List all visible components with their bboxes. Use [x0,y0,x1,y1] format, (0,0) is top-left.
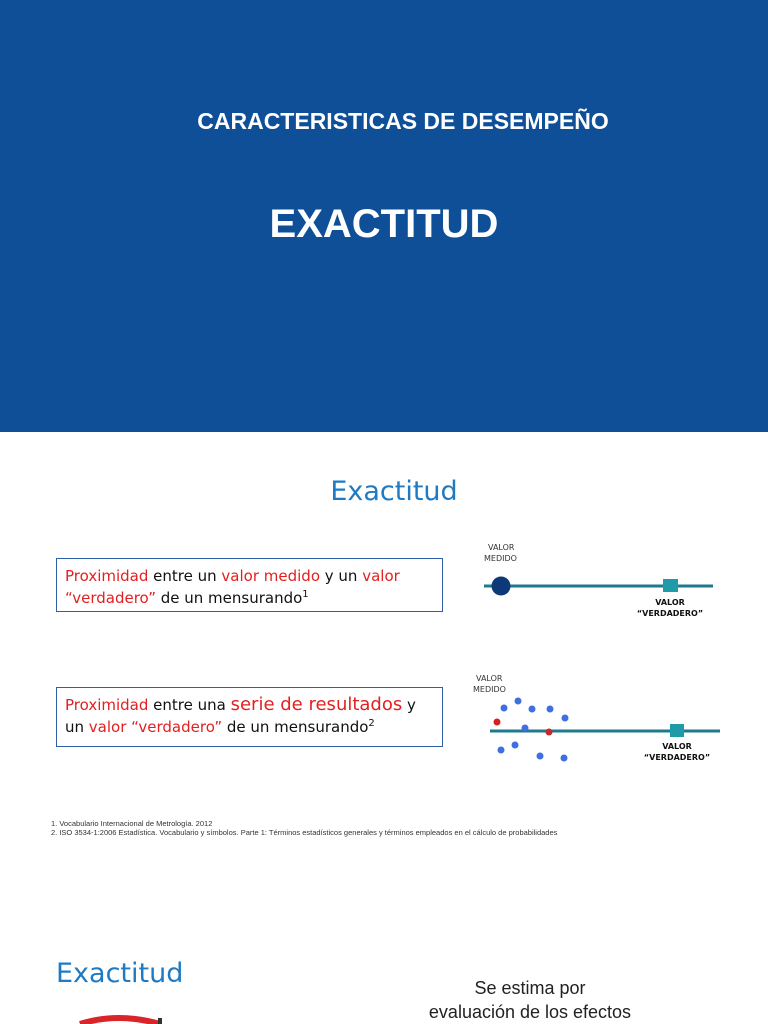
d2-true-label-1: VALOR [662,742,692,751]
section-title-2: Exactitud [56,958,184,989]
d1-true-label-2: “VERDADERO” [636,609,704,618]
title-slide [0,0,768,432]
d1-measured-label-2: MEDIDO [484,554,517,563]
d1-true-label-1: VALOR [655,598,685,607]
def1-w6: de un mensurando [155,589,303,607]
def1-w1: Proximidad [65,567,149,585]
def2-w2: entre una [148,696,231,714]
d2-point [515,698,522,705]
def2-w6: de un mensurando [222,718,369,736]
d2-point [537,753,544,760]
footnote-2: 2. ISO 3534-1:2006 Estadística. Vocabulario y símbolos. Parte 1: Términos estadísticos generales y términos empleados en el cálculo de probabilidades [51,828,558,837]
definition-box-1 [56,558,443,612]
d2-true-value-marker [670,724,684,737]
section-title: Exactitud [330,476,458,507]
def2-w1: Proximidad [65,696,149,714]
slide-subtitle: CARACTERISTICAS DE DESEMPEÑO [197,108,609,134]
def1-w2: entre un [148,567,222,585]
d2-point [561,755,568,762]
d2-point-red [546,729,553,736]
d2-point [547,706,554,713]
d1-measured-point [492,577,511,596]
definition-box-2 [56,687,443,747]
def1-footnote-ref: 1 [302,589,309,600]
d2-measured-label-2: MEDIDO [473,685,506,694]
def2-w4: y un [65,696,416,736]
def2-w5: valor “verdadero” [88,718,223,736]
def2-w3: serie de resultados [230,694,403,715]
def2-footnote-ref: 2 [368,718,375,729]
estimation-text-line-1: Se estima por [474,978,586,998]
def1-w3: valor medido [221,567,320,585]
d2-point [512,742,519,749]
d2-point [498,747,505,754]
def1-w5: valor “verdadero” [65,567,400,607]
d1-true-value-marker [663,579,678,592]
d2-point-red [494,719,501,726]
d2-point [522,725,529,732]
d2-point [529,706,536,713]
def1-w4: y un [320,567,363,585]
d2-point [501,705,508,712]
estimation-text-line-2: evaluación de los efectos [428,1002,632,1022]
d2-true-label-2: “VERDADERO” [643,753,711,762]
accuracy-diagram-series [470,670,732,770]
target-graphic-partial [70,1012,180,1024]
slide-title: EXACTITUD [269,202,499,246]
d2-point [562,715,569,722]
d1-measured-label-1: VALOR [488,543,515,552]
d2-measured-label-1: VALOR [476,674,503,683]
footnote-1: 1. Vocabulario Internacional de Metrología. 2012 [51,819,213,828]
estimation-text [410,976,650,1024]
accuracy-diagram-single [470,536,730,622]
